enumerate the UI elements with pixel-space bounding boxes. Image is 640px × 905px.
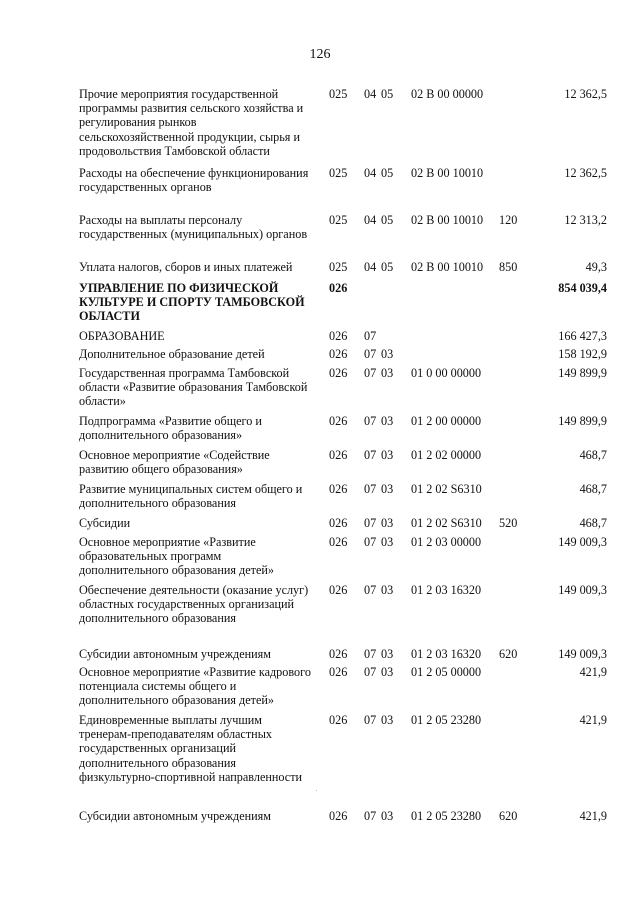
subsection-code: 03 (381, 516, 394, 530)
admin-code: 026 (329, 647, 348, 661)
expense-type-code: 620 (499, 647, 518, 661)
target-article-code: 01 2 03 16320 (411, 583, 482, 597)
section-code: 07 (364, 366, 377, 380)
row-name: Основное мероприятие «Содействие развитию общего образования» (79, 448, 270, 477)
target-article-code: 01 2 05 23280 (411, 713, 482, 727)
subsection-code: 03 (381, 647, 394, 661)
expense-type-code: 850 (499, 260, 518, 274)
target-article-code: 02 В 00 00000 (411, 87, 484, 101)
subsection-code: 03 (381, 347, 394, 361)
row-name: Уплата налогов, сборов и иных платежей (79, 260, 293, 274)
admin-code: 026 (329, 482, 348, 496)
section-code: 07 (364, 809, 377, 823)
row-name: Субсидии (79, 516, 131, 530)
amount: 149 899,9 (558, 366, 607, 380)
row-name: Субсидии автономным учреждениям (79, 809, 271, 823)
subsection-code: 05 (381, 213, 394, 227)
amount: 421,9 (579, 713, 607, 727)
admin-code: 026 (329, 535, 348, 549)
row-name: Расходы на обеспечение функционирования государственных органов (79, 166, 309, 195)
section-code: 04 (364, 260, 377, 274)
section-code: 07 (364, 713, 377, 727)
admin-code: 025 (329, 260, 348, 274)
subsection-code: 03 (381, 482, 394, 496)
row-name: Субсидии автономным учреждениям (79, 647, 271, 661)
subsection-code: 03 (381, 366, 394, 380)
target-article-code: 01 2 02 S6310 (411, 516, 482, 530)
target-article-code: 01 2 02 00000 (411, 448, 482, 462)
amount: 468,7 (579, 516, 607, 530)
scan-artifact (316, 790, 317, 791)
page-number: 126 (309, 47, 331, 62)
target-article-code: 01 2 05 23280 (411, 809, 482, 823)
row-name: Расходы на выплаты персоналу государственных (муниципальных) органов (79, 213, 308, 242)
subsection-code: 03 (381, 583, 394, 597)
expense-type-code: 120 (499, 213, 518, 227)
target-article-code: 01 0 00 00000 (411, 366, 482, 380)
target-article-code: 01 2 00 00000 (411, 414, 482, 428)
section-code: 07 (364, 665, 377, 679)
target-article-code: 02 В 00 10010 (411, 260, 484, 274)
amount: 149 009,3 (558, 535, 607, 549)
admin-code: 025 (329, 166, 348, 180)
target-article-code: 01 2 03 00000 (411, 535, 482, 549)
row-name: Дополнительное образование детей (79, 347, 265, 361)
expense-type-code: 520 (499, 516, 518, 530)
row-name: ОБРАЗОВАНИЕ (79, 329, 165, 343)
section-code: 07 (364, 535, 377, 549)
subsection-code: 03 (381, 809, 394, 823)
subsection-code: 03 (381, 448, 394, 462)
admin-code: 026 (329, 281, 348, 295)
subsection-code: 05 (381, 260, 394, 274)
admin-code: 026 (329, 448, 348, 462)
amount: 468,7 (579, 448, 607, 462)
amount: 12 362,5 (564, 166, 607, 180)
admin-code: 026 (329, 329, 348, 343)
admin-code: 026 (329, 583, 348, 597)
amount: 421,9 (579, 665, 607, 679)
section-code: 04 (364, 166, 377, 180)
amount: 49,3 (585, 260, 607, 274)
amount: 12 313,2 (564, 213, 607, 227)
row-name: Прочие мероприятия государственной программы развития сельского хозяйства и регулирования рынков сельскохозяйственной продукции, сырья и продовольствия Тамбовской области (79, 87, 304, 158)
target-article-code: 01 2 05 00000 (411, 665, 482, 679)
section-code: 07 (364, 448, 377, 462)
target-article-code: 02 В 00 10010 (411, 213, 484, 227)
row-name: Единовременные выплаты лучшим тренерам-преподавателям областных государственных организаций дополнительного образования физкультурно-спортивной направленности (79, 713, 303, 784)
section-code: 07 (364, 516, 377, 530)
row-name: Основное мероприятие «Развитие образовательных программ дополнительного образования детей» (79, 535, 274, 578)
admin-code: 025 (329, 213, 348, 227)
section-code: 04 (364, 87, 377, 101)
subsection-code: 03 (381, 665, 394, 679)
admin-code: 026 (329, 809, 348, 823)
expense-type-code: 620 (499, 809, 518, 823)
row-name: Государственная программа Тамбовской области «Развитие образования Тамбовской области» (79, 366, 308, 409)
section-code: 07 (364, 583, 377, 597)
section-code: 07 (364, 647, 377, 661)
admin-code: 026 (329, 665, 348, 679)
admin-code: 026 (329, 713, 348, 727)
section-code: 07 (364, 414, 377, 428)
amount: 149 899,9 (558, 414, 607, 428)
row-name: Основное мероприятие «Развитие кадрового потенциала системы общего и дополнительного образования детей» (79, 665, 311, 708)
subsection-code: 05 (381, 87, 394, 101)
admin-code: 025 (329, 87, 348, 101)
target-article-code: 01 2 02 S6310 (411, 482, 482, 496)
section-code: 04 (364, 213, 377, 227)
admin-code: 026 (329, 414, 348, 428)
subsection-code: 05 (381, 166, 394, 180)
subsection-code: 03 (381, 414, 394, 428)
amount: 854 039,4 (558, 281, 607, 295)
amount: 468,7 (579, 482, 607, 496)
subsection-code: 03 (381, 535, 394, 549)
admin-code: 026 (329, 516, 348, 530)
amount: 166 427,3 (558, 329, 607, 343)
amount: 149 009,3 (558, 583, 607, 597)
subsection-code: 03 (381, 713, 394, 727)
amount: 158 192,9 (558, 347, 607, 361)
amount: 149 009,3 (558, 647, 607, 661)
row-name: Обеспечение деятельности (оказание услуг) областных государственных организаций дополнительного образования (79, 583, 309, 626)
admin-code: 026 (329, 366, 348, 380)
row-name: Подпрограмма «Развитие общего и дополнительного образования» (79, 414, 262, 443)
admin-code: 026 (329, 347, 348, 361)
section-code: 07 (364, 329, 377, 343)
amount: 12 362,5 (564, 87, 607, 101)
row-name: Развитие муниципальных систем общего и дополнительного образования (79, 482, 303, 511)
amount: 421,9 (579, 809, 607, 823)
target-article-code: 01 2 03 16320 (411, 647, 482, 661)
row-name: УПРАВЛЕНИЕ ПО ФИЗИЧЕСКОЙ КУЛЬТУРЕ И СПОРТУ ТАМБОВСКОЙ ОБЛАСТИ (79, 281, 305, 324)
section-code: 07 (364, 482, 377, 496)
section-code: 07 (364, 347, 377, 361)
target-article-code: 02 В 00 10010 (411, 166, 484, 180)
